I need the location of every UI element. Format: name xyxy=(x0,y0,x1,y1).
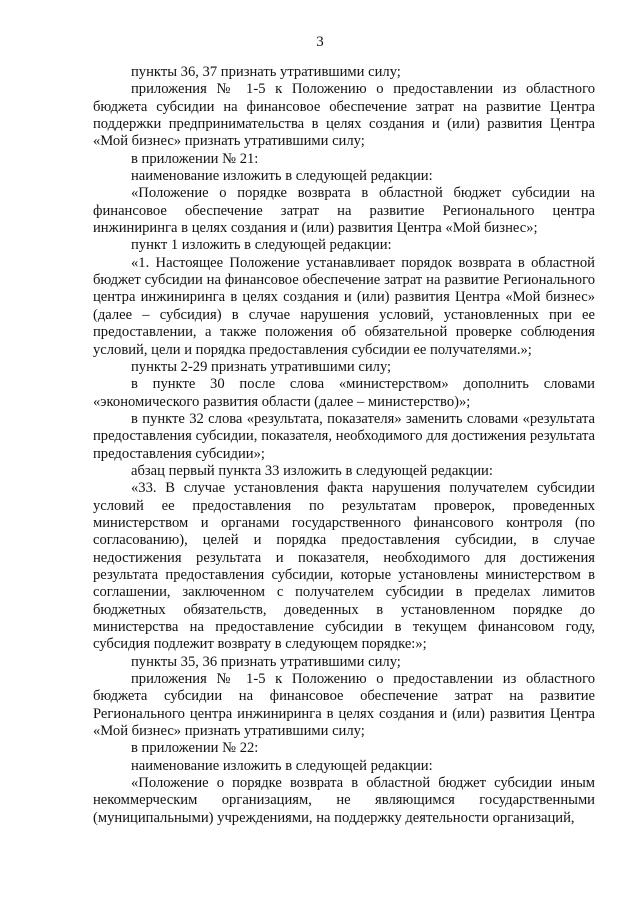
paragraph: пункты 35, 36 признать утратившими силу; xyxy=(131,653,401,670)
document-body xyxy=(93,64,595,827)
paragraph: приложения № 1-5 к Положению о предоставлении из областного бюджета субсидии на финансовое обеспечение затрат на развитие Регионального центра инжиниринга в целях создания и (или) развития Центра «Мой бизнес» признать утратившими силу; xyxy=(93,671,595,740)
paragraph: «Положение о порядке возврата в областной бюджет субсидии иным некоммерческим организациям, не являющимся государственными (муниципальными) учреждениями, на поддержку деятельности организаций, xyxy=(93,775,595,826)
paragraph: «1. Настоящее Положение устанавливает порядок возврата в областной бюджет субсидии на финансовое обеспечение затрат на развитие Регионального центра инжиниринга в целях создания и (или) развития Центра «Мой бизнес» (далее – субсидия) в случае нарушения условий, установленных при ее предоставлении, а также положения об обязательной проверке соблюдения условий, цели и порядка предоставления субсидии ее получателями.»; xyxy=(93,254,595,358)
paragraph: в приложении № 21: xyxy=(131,150,259,167)
paragraph: в пункте 30 после слова «министерством» дополнить словами «экономического развития области (далее – министерство)»; xyxy=(93,376,595,410)
paragraph: наименование изложить в следующей редакции: xyxy=(131,757,433,774)
paragraph: «Положение о порядке возврата в областной бюджет субсидии на финансовое обеспечение затрат на развитие Регионального центра инжиниринга в целях создания и (или) развития Центра «Мой бизнес»; xyxy=(93,185,595,237)
paragraph: пункты 36, 37 признать утратившими силу; xyxy=(131,64,401,80)
paragraph: приложения № 1-5 к Положению о предоставлении из областного бюджета субсидии на финансовое обеспечение затрат на развитие Центра поддержки предпринимательства в целях создания и (или) развития Центра «Мой бизнес» признать утратившими силу; xyxy=(93,81,595,150)
paragraph: в приложении № 22: xyxy=(131,740,259,757)
paragraph: «33. В случае установления факта нарушения получателем субсидии условий ее предоставления по результатам проверок, проведенных министерством и органами государственного финансового контроля (по согласованию), целей и порядка предоставления субсидии, в случае недостижения результата и показателя, необходимого для достижения результата предоставления субсидии, которые установлены министерством в соглашении, заключенном с получателем субсидии в пределах лимитов бюджетных обязательств, доведенных в установленном порядке до министерства на предоставление субсидии в текущем финансовом году, субсидия подлежит возврату в следующем порядке:»; xyxy=(93,480,595,653)
page-number: 3 xyxy=(316,34,324,50)
paragraph: пункт 1 изложить в следующей редакции: xyxy=(131,237,392,254)
paragraph: наименование изложить в следующей редакции: xyxy=(131,168,433,185)
paragraph: в пункте 32 слова «результата, показателя» заменить словами «результата предоставления субсидии, показателя, необходимого для достижения результата предоставления субсидии»; xyxy=(93,410,595,462)
paragraph: абзац первый пункта 33 изложить в следующей редакции: xyxy=(131,462,493,479)
paragraph: пункты 2-29 признать утратившими силу; xyxy=(131,358,392,375)
